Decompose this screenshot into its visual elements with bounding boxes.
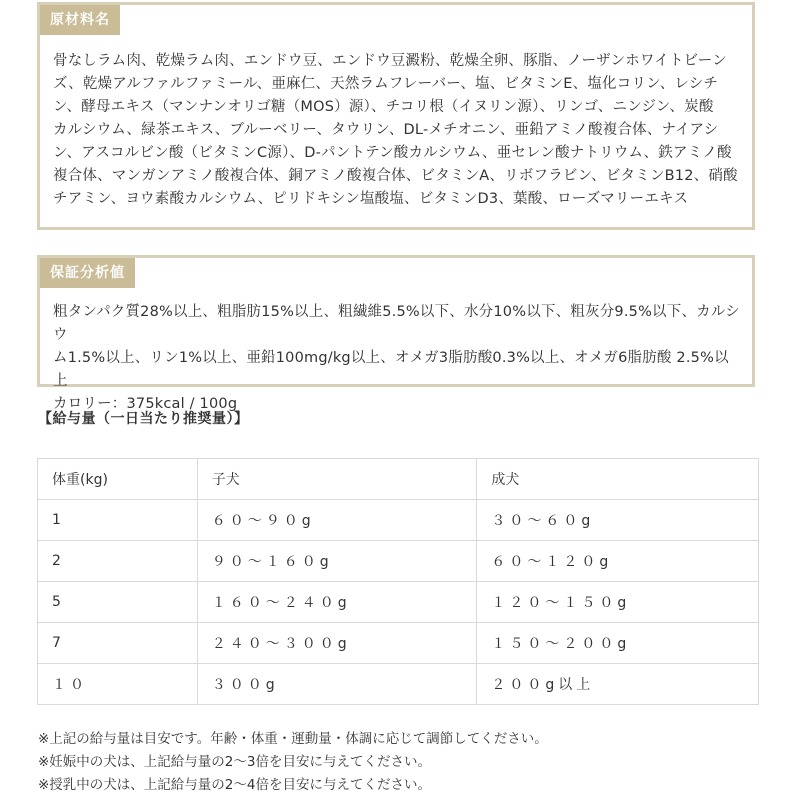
column-header-weight: 体重(kg) (38, 459, 198, 500)
note-line: ※妊娠中の犬は、上記給与量の2〜3倍を目安に与えてください。 (38, 754, 431, 770)
table-row (38, 623, 759, 664)
adult-amount-cell: ６０〜１２０g (477, 541, 759, 582)
analysis-title: 保証分析値 (40, 258, 135, 288)
feeding-notes (38, 728, 548, 797)
puppy-amount-cell: ２４０〜３００g (197, 623, 477, 664)
puppy-amount-cell: ９０〜１６０g (197, 541, 477, 582)
ingredients-box (37, 2, 755, 230)
weight-cell: 5 (38, 582, 198, 623)
ingredients-text: 骨なしラム肉、乾燥ラム肉、エンドウ豆、エンドウ豆澱粉、乾燥全卵、豚脂、ノーザンホワイトビーン ズ、乾燥アルファルファミール、亜麻仁、天然ラムフレーバー、塩、ビタミンE、塩化コリン、レシチ ン、酵母エキス（マンナンオリゴ糖（MOS）源）、チコリ根（イヌリン源）、リンゴ、ニンジン、炭酸 カルシウム、緑茶エキス、ブルーベリー、タウリン、DL-メチオニン、亜鉛アミノ酸複合体、ナイアシ ン、アスコルビン酸（ビタミンC源）、D-パントテン酸カルシウム、亜セレン酸ナトリウム、鉄アミノ酸 複合体、マンガンアミノ酸複合体、銅アミノ酸複合体、ビタミンA、リボフラビン、ビタミンB12、硝酸 チアミン、ヨウ素酸カルシウム、ピリドキシン塩酸塩、ビタミンD3、葉酸、ローズマリーエキス (53, 53, 738, 207)
column-header-adult: 成犬 (477, 459, 759, 500)
table-header-row (38, 459, 759, 500)
note-line: ※上記の給与量は目安です。年齢・体重・運動量・体調に応じて調節してください。 (38, 731, 548, 747)
puppy-amount-cell: ６０〜９０g (197, 500, 477, 541)
table-row (38, 582, 759, 623)
weight-cell: 2 (38, 541, 198, 582)
puppy-amount-cell: １６０〜２４０g (197, 582, 477, 623)
adult-amount-cell: ３０〜６０g (477, 500, 759, 541)
feeding-heading: 【給与量（一日当たり推奨量）】 (38, 411, 249, 427)
weight-cell: 1 (38, 500, 198, 541)
adult-amount-cell: １５０〜２００g (477, 623, 759, 664)
feeding-table (37, 458, 759, 705)
column-header-puppy: 子犬 (197, 459, 477, 500)
note-line: ※授乳中の犬は、上記給与量の2〜4倍を目安に与えてください。 (38, 777, 431, 793)
weight-cell: １０ (38, 664, 198, 705)
analysis-box (37, 255, 755, 412)
analysis-text: 粗タンパク質28%以上、粗脂肪15%以上、粗繊維5.5%以下、水分10%以下、粗灰分9.5%以下、カルシウ ム1.5%以上、リン1%以上、亜鉛100mg/kg以上、オメガ3脂肪酸0.3%以上、オメガ6脂肪酸 2.5%以上 カロリー：375kcal / 100g (53, 304, 740, 412)
adult-amount-cell: ２００g以上 (477, 664, 759, 705)
puppy-amount-cell: ３００g (197, 664, 477, 705)
table-row (38, 500, 759, 541)
weight-cell: 7 (38, 623, 198, 664)
adult-amount-cell: １２０〜１５０g (477, 582, 759, 623)
table-row (38, 664, 759, 705)
ingredients-title: 原材料名 (40, 5, 120, 35)
table-row (38, 541, 759, 582)
